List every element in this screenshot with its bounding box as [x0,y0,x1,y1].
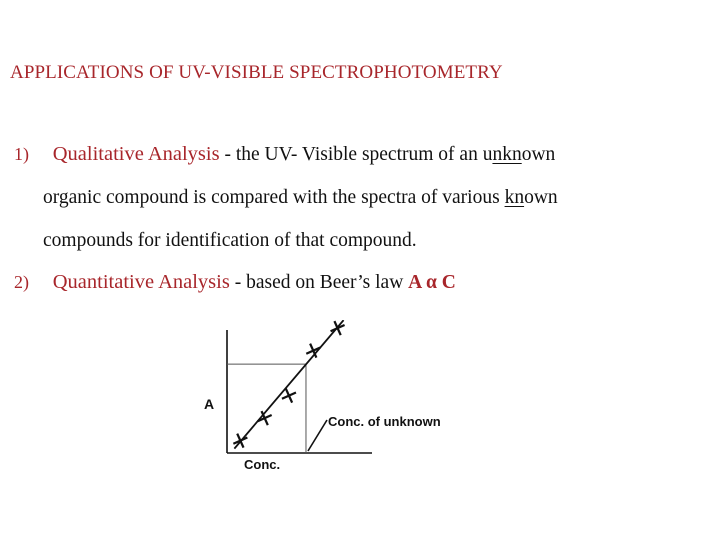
item-2-heading: Quantitative Analysis [52,271,230,293]
item-1-line-2 [43,187,558,209]
item-1-text-end: own [521,144,556,165]
beers-law-graph [190,320,490,480]
item-2-number: 2) [14,272,29,292]
annotation-pointer-line [308,420,327,451]
calibration-line-path [234,320,343,449]
unknown-annotation: Conc. of unknown [328,414,441,429]
y-axis-label: A [204,396,215,412]
page-title: APPLICATIONS OF UV-VISIBLE SPECTROPHOTOMETRY [10,62,503,83]
item-1-text: - the UV- Visible spectrum of an u [219,144,493,165]
item-1-line-2-end: own [524,187,558,208]
item-1-number: 1) [14,144,29,164]
annotation-pointer [308,420,327,451]
item-1-line-1 [14,143,555,166]
graph-axes [227,330,372,453]
calibration-line [234,320,343,449]
item-2-line [14,271,456,294]
item-1-underlined: nkn [492,144,522,165]
item-1-line-2-text: organic compound is compared with the spectra of various [43,187,505,208]
x-axis-label: Conc. [244,457,281,472]
item-1-heading: Qualitative Analysis [52,143,220,165]
item-2-text: - based on Beer’s law [229,272,409,293]
beers-law-formula: A α C [408,272,456,293]
item-1-line-2-underlined: kn [504,187,525,208]
item-1-line-3: compounds for identification of that compound. [43,230,417,251]
